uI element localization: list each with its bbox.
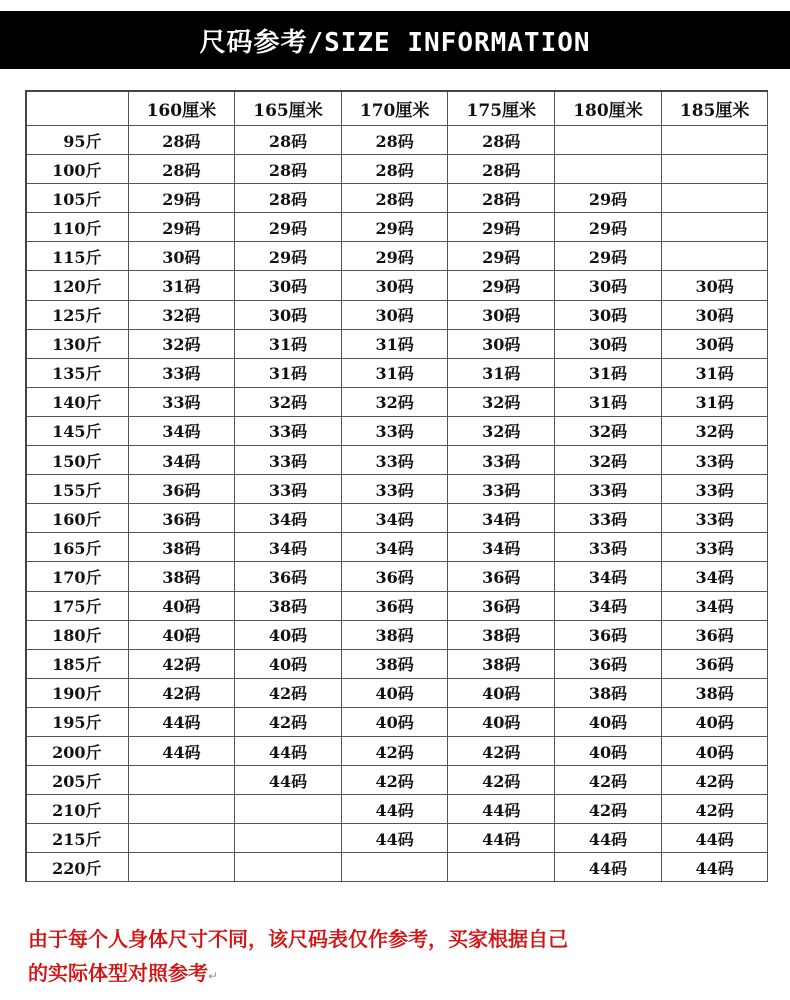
weight-cell: 220斤	[26, 853, 128, 882]
size-cell: 36码	[661, 620, 768, 649]
table-row	[26, 707, 768, 736]
size-cell: 33码	[661, 475, 768, 504]
size-cell	[555, 155, 662, 184]
size-cell: 31码	[661, 387, 768, 416]
weight-cell: 190斤	[26, 678, 128, 707]
size-cell	[448, 853, 555, 882]
table-row	[26, 271, 768, 300]
size-cell: 40码	[555, 736, 662, 765]
note-line-text: 的实际体型对照参考	[28, 961, 208, 985]
size-cell: 36码	[341, 562, 448, 591]
size-cell: 28码	[341, 126, 448, 155]
size-cell: 29码	[128, 184, 235, 213]
weight-cell: 125斤	[26, 300, 128, 329]
size-cell: 36码	[341, 591, 448, 620]
size-cell	[128, 853, 235, 882]
weight-cell: 155斤	[26, 475, 128, 504]
size-cell: 33码	[235, 416, 342, 445]
size-cell: 33码	[235, 475, 342, 504]
size-cell: 44码	[128, 707, 235, 736]
table-row	[26, 300, 768, 329]
size-cell: 31码	[341, 329, 448, 358]
size-cell: 44码	[341, 795, 448, 824]
size-cell: 30码	[555, 271, 662, 300]
size-cell	[128, 795, 235, 824]
size-cell: 36码	[448, 591, 555, 620]
weight-cell: 200斤	[26, 736, 128, 765]
size-cell: 34码	[448, 533, 555, 562]
size-table	[25, 90, 768, 882]
size-cell: 29码	[448, 271, 555, 300]
size-cell: 40码	[128, 591, 235, 620]
header-row	[26, 91, 768, 126]
table-row	[26, 416, 768, 445]
size-cell	[555, 126, 662, 155]
size-cell: 33码	[661, 446, 768, 475]
table-row	[26, 591, 768, 620]
table-row	[26, 678, 768, 707]
weight-cell: 175斤	[26, 591, 128, 620]
size-cell: 30码	[448, 329, 555, 358]
table-row	[26, 358, 768, 387]
size-cell: 44码	[128, 736, 235, 765]
page-title: 尺码参考/SIZE INFORMATION	[199, 27, 591, 58]
size-cell: 28码	[128, 155, 235, 184]
size-cell: 30码	[661, 300, 768, 329]
size-cell: 44码	[555, 824, 662, 853]
size-cell: 33码	[661, 504, 768, 533]
table-row	[26, 504, 768, 533]
size-cell: 31码	[555, 387, 662, 416]
size-chart	[25, 90, 767, 882]
table-row	[26, 213, 768, 242]
size-cell	[128, 766, 235, 795]
weight-cell: 120斤	[26, 271, 128, 300]
size-cell	[235, 853, 342, 882]
size-cell: 34码	[235, 504, 342, 533]
size-cell: 29码	[235, 213, 342, 242]
weight-cell: 105斤	[26, 184, 128, 213]
table-row	[26, 242, 768, 271]
table-row	[26, 329, 768, 358]
size-cell: 40码	[661, 707, 768, 736]
table-row	[26, 620, 768, 649]
size-cell: 32码	[341, 387, 448, 416]
size-cell: 42码	[661, 766, 768, 795]
size-cell: 32码	[128, 300, 235, 329]
size-cell: 36码	[555, 649, 662, 678]
size-cell: 30码	[235, 271, 342, 300]
size-cell: 34码	[555, 562, 662, 591]
weight-cell: 195斤	[26, 707, 128, 736]
height-header: 160厘米	[128, 91, 235, 126]
size-cell	[341, 853, 448, 882]
size-cell: 28码	[341, 155, 448, 184]
corner-cell	[26, 91, 128, 126]
size-cell: 38码	[448, 649, 555, 678]
size-cell	[661, 126, 768, 155]
size-cell: 32码	[448, 387, 555, 416]
size-cell: 44码	[448, 795, 555, 824]
size-cell: 44码	[341, 824, 448, 853]
size-cell: 36码	[555, 620, 662, 649]
size-cell: 33码	[341, 416, 448, 445]
weight-cell: 110斤	[26, 213, 128, 242]
size-cell: 38码	[661, 678, 768, 707]
size-cell: 44码	[661, 824, 768, 853]
table-row	[26, 649, 768, 678]
size-cell: 29码	[555, 184, 662, 213]
size-cell: 29码	[235, 242, 342, 271]
size-cell: 36码	[235, 562, 342, 591]
size-cell: 28码	[448, 155, 555, 184]
size-cell: 33码	[235, 446, 342, 475]
size-cell: 29码	[555, 213, 662, 242]
size-cell: 34码	[661, 591, 768, 620]
size-cell	[661, 155, 768, 184]
size-cell: 40码	[128, 620, 235, 649]
weight-cell: 115斤	[26, 242, 128, 271]
weight-cell: 145斤	[26, 416, 128, 445]
size-cell: 33码	[555, 533, 662, 562]
weight-cell: 210斤	[26, 795, 128, 824]
size-cell: 40码	[448, 707, 555, 736]
size-cell: 44码	[235, 766, 342, 795]
table-row	[26, 387, 768, 416]
size-cell: 33码	[448, 475, 555, 504]
table-row	[26, 766, 768, 795]
size-cell: 42码	[555, 795, 662, 824]
height-header: 175厘米	[448, 91, 555, 126]
size-cell: 40码	[341, 707, 448, 736]
size-cell: 33码	[128, 387, 235, 416]
size-cell: 29码	[128, 213, 235, 242]
size-cell: 38码	[555, 678, 662, 707]
size-cell: 32码	[235, 387, 342, 416]
size-cell: 31码	[448, 358, 555, 387]
size-cell	[235, 824, 342, 853]
height-header: 185厘米	[661, 91, 768, 126]
size-cell: 42码	[128, 678, 235, 707]
size-cell: 33码	[341, 475, 448, 504]
size-cell: 28码	[341, 184, 448, 213]
size-cell: 38码	[235, 591, 342, 620]
size-cell: 31码	[235, 358, 342, 387]
size-cell: 40码	[235, 620, 342, 649]
size-cell	[661, 184, 768, 213]
size-cell: 32码	[555, 416, 662, 445]
size-cell: 33码	[341, 446, 448, 475]
size-cell: 42码	[128, 649, 235, 678]
size-cell: 28码	[448, 184, 555, 213]
table-row	[26, 853, 768, 882]
size-cell: 36码	[128, 475, 235, 504]
size-cell: 38码	[448, 620, 555, 649]
size-cell: 36码	[448, 562, 555, 591]
size-cell: 30码	[341, 271, 448, 300]
size-cell: 42码	[448, 766, 555, 795]
title-banner	[0, 11, 790, 69]
size-cell: 38码	[128, 562, 235, 591]
size-cell: 34码	[341, 504, 448, 533]
size-cell: 40码	[235, 649, 342, 678]
weight-cell: 205斤	[26, 766, 128, 795]
size-cell: 42码	[235, 707, 342, 736]
weight-cell: 185斤	[26, 649, 128, 678]
size-cell: 30码	[448, 300, 555, 329]
size-cell: 36码	[128, 504, 235, 533]
table-row	[26, 824, 768, 853]
size-cell: 34码	[235, 533, 342, 562]
size-cell: 36码	[661, 649, 768, 678]
table-row	[26, 184, 768, 213]
size-cell: 30码	[555, 300, 662, 329]
size-cell: 44码	[661, 853, 768, 882]
size-cell: 32码	[448, 416, 555, 445]
size-cell: 34码	[448, 504, 555, 533]
size-cell: 30码	[341, 300, 448, 329]
size-cell: 42码	[341, 766, 448, 795]
height-header: 165厘米	[235, 91, 342, 126]
table-row	[26, 155, 768, 184]
size-cell: 42码	[235, 678, 342, 707]
size-cell: 33码	[555, 504, 662, 533]
size-cell: 29码	[341, 213, 448, 242]
weight-cell: 135斤	[26, 358, 128, 387]
size-cell: 30码	[555, 329, 662, 358]
height-header: 170厘米	[341, 91, 448, 126]
size-cell: 28码	[235, 126, 342, 155]
disclaimer-note	[28, 922, 768, 993]
size-cell: 38码	[128, 533, 235, 562]
table-row	[26, 736, 768, 765]
weight-cell: 180斤	[26, 620, 128, 649]
table-row	[26, 475, 768, 504]
size-cell: 40码	[661, 736, 768, 765]
size-cell: 29码	[448, 242, 555, 271]
size-cell: 31码	[128, 271, 235, 300]
size-cell: 28码	[448, 126, 555, 155]
size-cell: 34码	[341, 533, 448, 562]
table-row	[26, 795, 768, 824]
size-cell	[235, 795, 342, 824]
size-cell: 40码	[341, 678, 448, 707]
note-line	[28, 956, 768, 993]
size-cell: 29码	[448, 213, 555, 242]
size-cell: 42码	[555, 766, 662, 795]
weight-cell: 150斤	[26, 446, 128, 475]
size-cell	[661, 213, 768, 242]
weight-cell: 140斤	[26, 387, 128, 416]
size-cell: 32码	[661, 416, 768, 445]
size-cell: 44码	[555, 853, 662, 882]
size-cell: 32码	[128, 329, 235, 358]
table-row	[26, 446, 768, 475]
size-cell: 38码	[341, 620, 448, 649]
size-cell: 30码	[128, 242, 235, 271]
size-cell: 33码	[448, 446, 555, 475]
size-cell: 31码	[555, 358, 662, 387]
size-cell: 34码	[128, 416, 235, 445]
size-cell: 42码	[341, 736, 448, 765]
size-cell	[661, 242, 768, 271]
size-cell: 44码	[448, 824, 555, 853]
return-mark-icon: ↵	[208, 969, 219, 983]
weight-cell: 215斤	[26, 824, 128, 853]
size-cell: 28码	[235, 184, 342, 213]
size-table-body	[26, 126, 768, 882]
size-cell: 31码	[661, 358, 768, 387]
size-cell: 34码	[128, 446, 235, 475]
size-cell	[128, 824, 235, 853]
weight-cell: 95斤	[26, 126, 128, 155]
size-cell: 40码	[555, 707, 662, 736]
size-cell: 29码	[555, 242, 662, 271]
size-cell: 30码	[235, 300, 342, 329]
table-row	[26, 562, 768, 591]
size-cell: 28码	[235, 155, 342, 184]
size-cell: 40码	[448, 678, 555, 707]
size-cell: 31码	[235, 329, 342, 358]
height-header: 180厘米	[555, 91, 662, 126]
size-cell: 42码	[448, 736, 555, 765]
size-cell: 33码	[128, 358, 235, 387]
size-cell: 30码	[661, 271, 768, 300]
table-row	[26, 126, 768, 155]
size-cell: 33码	[661, 533, 768, 562]
weight-cell: 170斤	[26, 562, 128, 591]
size-cell: 32码	[555, 446, 662, 475]
size-cell: 30码	[661, 329, 768, 358]
weight-cell: 165斤	[26, 533, 128, 562]
weight-cell: 100斤	[26, 155, 128, 184]
size-cell: 31码	[341, 358, 448, 387]
weight-cell: 160斤	[26, 504, 128, 533]
size-cell: 38码	[341, 649, 448, 678]
table-row	[26, 533, 768, 562]
size-cell: 44码	[235, 736, 342, 765]
size-cell: 33码	[555, 475, 662, 504]
size-cell: 29码	[341, 242, 448, 271]
note-line: 由于每个人身体尺寸不同，该尺码表仅作参考，买家根据自己	[28, 927, 568, 951]
size-cell: 42码	[661, 795, 768, 824]
weight-cell: 130斤	[26, 329, 128, 358]
size-cell: 34码	[661, 562, 768, 591]
size-cell: 34码	[555, 591, 662, 620]
size-cell: 28码	[128, 126, 235, 155]
